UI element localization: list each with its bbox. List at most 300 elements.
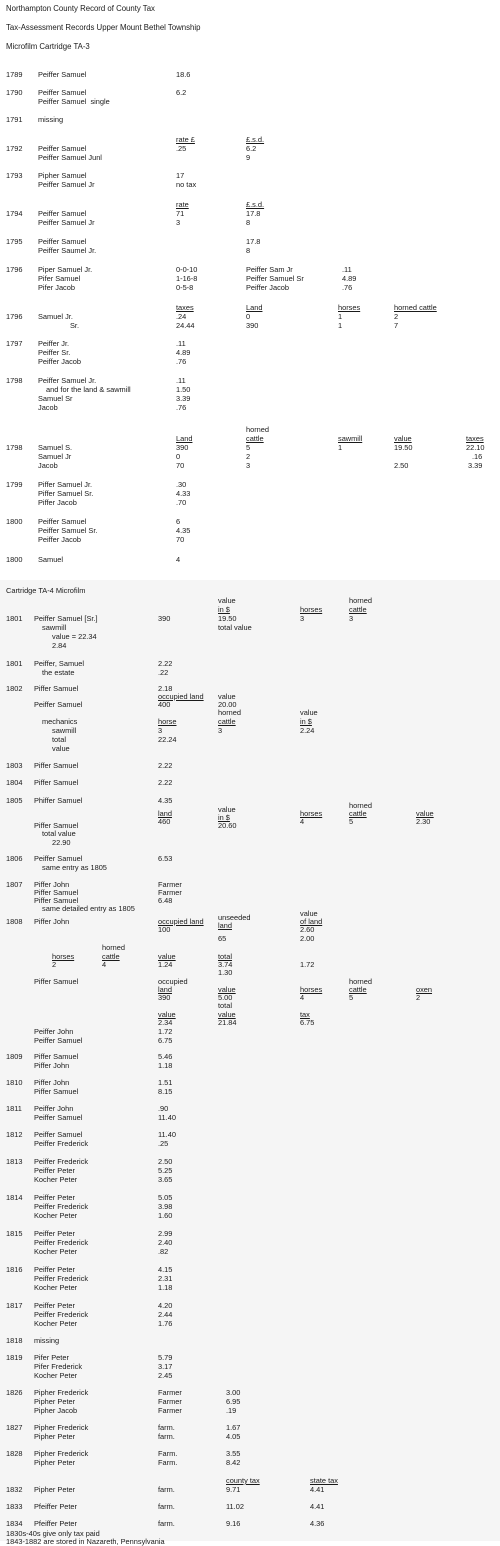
record-text: Kocher Peter [34, 1371, 78, 1380]
record-text: 3.17 [158, 1362, 173, 1371]
record-text: 3.39 [176, 394, 191, 403]
record-text: same entry as 1805 [42, 863, 107, 872]
record-text: Peiffer Peter [34, 1193, 75, 1202]
record-text: .11 [176, 376, 186, 385]
record-text: Peiffer Samuel [38, 517, 87, 526]
record-text: Peiffer Saumel Jr. [38, 246, 97, 255]
record-text: Peiffer Samuel [38, 70, 87, 79]
record-text: 4.20 [158, 1301, 173, 1310]
year-label: 1826 [6, 1388, 23, 1397]
year-label: 1795 [6, 237, 23, 246]
year-label: 1799 [6, 480, 23, 489]
record-text: 6.75 [300, 1018, 315, 1027]
record-text: rate £ [176, 135, 195, 144]
record-text: Farmer [158, 1397, 182, 1406]
record-text: 17 [176, 171, 185, 180]
record-text: .30 [176, 480, 187, 489]
year-label: 1789 [6, 70, 23, 79]
record-text: 390 [176, 443, 189, 452]
year-label: 1802 [6, 684, 23, 693]
record-text: taxes [176, 303, 194, 312]
record-text: 2.22 [158, 761, 173, 770]
year-label: 1808 [6, 917, 23, 926]
record-text: Peiffer Jacob [38, 535, 82, 544]
year-label: 1798 [6, 443, 23, 452]
record-text: horned [218, 708, 242, 717]
record-text: Pipher Peter [34, 1432, 76, 1441]
record-text: value [218, 805, 236, 814]
record-text: 22.24 [158, 735, 177, 744]
record-text: Samuel Jr. [38, 312, 73, 321]
record-text: Farm. [158, 1458, 178, 1467]
record-text: value [218, 596, 236, 605]
record-text: Jacob [38, 461, 58, 470]
record-text: 2.00 [300, 934, 315, 943]
record-text: Peiffer Jr. [38, 339, 70, 348]
record-text: 100 [158, 925, 171, 934]
year-label: 1805 [6, 796, 23, 805]
record-text: 3 [246, 461, 251, 470]
record-text: occupied [158, 977, 188, 986]
record-text: 22.10 [466, 443, 485, 452]
record-text: 11.40 [158, 1113, 176, 1122]
record-text: .25 [158, 1139, 169, 1148]
year-label: 1812 [6, 1130, 23, 1139]
record-text: Peiffer Samuel [38, 237, 87, 246]
year-label: 1833 [6, 1502, 23, 1511]
record-text: Peiffer Samuel [34, 1113, 83, 1122]
record-text: Piffer Samuel [34, 977, 79, 986]
record-text: 4.35 [158, 796, 173, 805]
record-text: Peiffer Frederick [34, 1238, 89, 1247]
record-text: 1-16-8 [176, 274, 198, 283]
record-text: horses [338, 303, 361, 312]
year-label: 1819 [6, 1353, 23, 1362]
record-text: 71 [176, 209, 185, 218]
year-label: 1801 [6, 614, 23, 623]
record-text: Samuel S. [38, 443, 73, 452]
record-text: oxen [416, 985, 433, 994]
record-text: Peiffer John [34, 1104, 74, 1113]
record-text: 4.89 [176, 348, 191, 357]
record-text: 4 [102, 960, 107, 969]
record-text: 390 [246, 321, 259, 330]
record-text: Piffer John [34, 880, 70, 889]
record-text: cattle [102, 952, 120, 961]
record-text: .16 [472, 452, 483, 461]
record-text: sawmill [52, 726, 77, 735]
record-text: Kocher Peter [34, 1211, 78, 1220]
year-label: 1803 [6, 761, 23, 770]
record-text: Peiffer Frederick [34, 1139, 89, 1148]
record-text: unseeded [218, 913, 251, 922]
record-text: Peiffer Samuel [38, 144, 87, 153]
record-text: 4.41 [310, 1502, 325, 1511]
year-label: 1807 [6, 880, 23, 889]
record-text: 3.65 [158, 1175, 173, 1184]
record-text: .76 [176, 403, 187, 412]
record-text: Kocher Peter [34, 1247, 78, 1256]
record-text: Peiffer Frederick [34, 1202, 89, 1211]
record-text: horned [349, 801, 373, 810]
record-text: 4.35 [176, 526, 191, 535]
record-text: Pifer Samuel [38, 274, 81, 283]
record-text: 70 [176, 535, 185, 544]
record-text: £.s.d. [246, 135, 265, 144]
record-text: 400 [158, 700, 171, 709]
record-text: Farm. [158, 1449, 178, 1458]
record-text: 5.46 [158, 1052, 173, 1061]
record-text: cattle [246, 434, 264, 443]
record-text: .76 [342, 283, 353, 292]
record-text: sawmill [42, 623, 67, 632]
record-text: 20.60 [218, 821, 237, 830]
record-text: Peiffer Samuel Junl [38, 153, 102, 162]
record-text: 1.50 [176, 385, 191, 394]
record-text: 2 [394, 312, 399, 321]
record-text: Peiffer Samuel Jr [38, 218, 95, 227]
record-text: Peiffer Frederick [34, 1157, 89, 1166]
footer-note: 1830s-40s give only tax paid [6, 1529, 100, 1538]
record-text: total value [42, 829, 76, 838]
record-text: Piffer Samuel [34, 821, 79, 830]
record-text: 17.8 [246, 237, 261, 246]
record-text: Phiffer Samuel [34, 796, 83, 805]
year-label: 1806 [6, 854, 23, 863]
year-label: 1804 [6, 778, 23, 787]
record-text: the estate [42, 668, 75, 677]
record-text: Piffer Samuel [34, 761, 79, 770]
record-text: 22.90 [52, 838, 71, 847]
record-text: 5 [246, 443, 251, 452]
record-text: 3.74 [218, 960, 233, 969]
record-text: 460 [158, 817, 171, 826]
record-text: 19.50 [218, 614, 237, 623]
year-label: 1816 [6, 1265, 23, 1274]
record-text: 8 [246, 218, 251, 227]
record-text: Peiffer Sam Jr [246, 265, 293, 274]
record-text: .22 [158, 668, 169, 677]
record-text: 3.98 [158, 1202, 173, 1211]
record-text: Peiffer Samuel [34, 1036, 83, 1045]
record-text: Peiffer Frederick [34, 1310, 89, 1319]
record-text: .19 [226, 1406, 237, 1415]
record-text: Peiffer John [34, 1027, 74, 1036]
record-text: value [52, 744, 70, 753]
record-text: horned [349, 596, 373, 605]
record-text: value = 22.34 [52, 632, 97, 641]
record-text: 4 [300, 817, 305, 826]
record-text: Pifer Jacob [38, 283, 75, 292]
record-text: Peiffer Samuel Jr. [38, 376, 97, 385]
record-text: Kocher Peter [34, 1319, 78, 1328]
record-text: 1 [338, 321, 343, 330]
record-text: 1.60 [158, 1211, 173, 1220]
record-text: horse [158, 717, 177, 726]
record-text: 4.36 [310, 1519, 325, 1528]
record-text: in $ [218, 813, 230, 822]
record-text: Piffer Samuel [34, 1052, 79, 1061]
record-text: horned cattle [394, 303, 437, 312]
record-text: 11.02 [226, 1502, 244, 1511]
record-text: horned [102, 943, 126, 952]
record-text: total [218, 952, 232, 961]
cartridge-label-2: Cartridge TA-4 Microfilm [6, 586, 86, 595]
record-text: farm. [158, 1519, 175, 1528]
record-text: Peiffer Samuel Sr [246, 274, 304, 283]
year-label: 1818 [6, 1336, 23, 1345]
cartridge-label: Microfilm Cartridge TA-3 [6, 42, 90, 51]
record-text: Peiffer Peter [34, 1265, 75, 1274]
record-text: .90 [158, 1104, 169, 1113]
record-text: £.s.d. [246, 200, 265, 209]
record-text: 65 [218, 934, 227, 943]
document-subtitle: Tax-Assessment Records Upper Mount Bethel Township [6, 23, 201, 32]
record-text: 9.71 [226, 1485, 241, 1494]
record-text: Pipher Frederick [34, 1388, 89, 1397]
record-text: 1.76 [158, 1319, 173, 1328]
record-text: horned [246, 425, 270, 434]
document-title: Northampton County Record of County Tax [6, 4, 155, 13]
record-text: value [394, 434, 412, 443]
record-text: 3 [300, 614, 305, 623]
record-text: missing [38, 115, 64, 124]
year-label: 1800 [6, 517, 23, 526]
record-text: land [218, 921, 232, 930]
record-text: Pipher Peter [34, 1485, 76, 1494]
record-text: Piffer Samuel [34, 1087, 79, 1096]
record-text: farm. [158, 1423, 175, 1432]
record-text: 24.44 [176, 321, 195, 330]
record-text: 3 [158, 726, 163, 735]
record-text: Samuel Jr [38, 452, 72, 461]
record-text: .25 [176, 144, 187, 153]
record-text: Farmer [158, 888, 182, 897]
record-text: 18.6 [176, 70, 191, 79]
record-text: 70 [176, 461, 185, 470]
record-text: in $ [218, 605, 230, 614]
year-label: 1796 [6, 312, 23, 321]
record-text: Sr. [70, 321, 80, 330]
record-text: 6.48 [158, 896, 173, 905]
record-text: 1.18 [158, 1061, 173, 1070]
record-text: cattle [349, 605, 367, 614]
year-label: 1814 [6, 1193, 23, 1202]
record-text: 6.53 [158, 854, 173, 863]
record-text: 1 [338, 443, 343, 452]
record-text: Piffer John [34, 917, 70, 926]
record-text: 2.31 [158, 1274, 173, 1283]
record-text: 5 [349, 817, 354, 826]
record-text: 0 [246, 312, 251, 321]
year-label: 1798 [6, 376, 23, 385]
record-text: Piffer Samuel Jr. [38, 480, 93, 489]
record-text: sawmill [338, 434, 363, 443]
record-text: 8.15 [158, 1087, 173, 1096]
record-text: .24 [176, 312, 187, 321]
record-text: value [158, 952, 176, 961]
record-text: 17.8 [246, 209, 261, 218]
record-text: 2.34 [158, 1018, 173, 1027]
record-text: Pifer Peter [34, 1353, 69, 1362]
record-text: Land [246, 303, 263, 312]
record-text: total value [218, 623, 252, 632]
record-text: value [218, 1010, 236, 1019]
record-text: 3.55 [226, 1449, 241, 1458]
record-text: Peiffer Peter [34, 1229, 75, 1238]
record-text: 1.72 [300, 960, 315, 969]
record-text: 9.16 [226, 1519, 241, 1528]
record-text: Piffer John [34, 1061, 70, 1070]
record-text: Pfeiffer Peter [34, 1519, 77, 1528]
record-text: 2.24 [300, 726, 315, 735]
record-text: Pipher Peter [34, 1397, 76, 1406]
record-text: value [218, 692, 236, 701]
record-text: Peiffer Samuel [Sr.] [34, 614, 98, 623]
record-text: Peiffer Peter [34, 1301, 75, 1310]
record-text: state tax [310, 1476, 338, 1485]
year-label: 1834 [6, 1519, 23, 1528]
record-text: Piffer Samuel [34, 778, 79, 787]
record-text: 4.05 [226, 1432, 241, 1441]
record-text: Samuel [38, 555, 64, 564]
year-label: 1813 [6, 1157, 23, 1166]
record-text: 3.00 [226, 1388, 241, 1397]
record-text: 1.18 [158, 1283, 173, 1292]
record-text: 4 [300, 993, 305, 1002]
record-text: Kocher Peter [34, 1175, 78, 1184]
record-text: Land [176, 434, 193, 443]
year-label: 1809 [6, 1052, 23, 1061]
year-label: 1811 [6, 1104, 22, 1113]
record-text: Piffer Samuel [34, 684, 79, 693]
record-text: Pipher Jacob [34, 1406, 78, 1415]
year-label: 1793 [6, 171, 23, 180]
record-text: 4.15 [158, 1265, 173, 1274]
record-text: 8.42 [226, 1458, 241, 1467]
record-text: 6.95 [226, 1397, 241, 1406]
record-text: tax [300, 1010, 310, 1019]
record-text: Pipher Frederick [34, 1423, 89, 1432]
record-text: 1.51 [158, 1078, 173, 1087]
year-label: 1827 [6, 1423, 23, 1432]
record-text: 2 [416, 993, 421, 1002]
record-text: 4.89 [342, 274, 357, 283]
record-text: 6.2 [176, 88, 187, 97]
record-text: 2.30 [416, 817, 431, 826]
year-label: 1792 [6, 144, 23, 153]
record-text: Piffer Samuel [34, 888, 79, 897]
record-text: 3 [176, 218, 181, 227]
footer-note-storage: 1843-1882 are stored in Nazareth, Pennsylvania [6, 1537, 165, 1546]
record-text: missing [34, 1336, 60, 1345]
record-text: 2.22 [158, 778, 173, 787]
record-text: Farmer [158, 880, 182, 889]
record-text: Peiffer Sr. [38, 348, 71, 357]
year-label: 1817 [6, 1301, 23, 1310]
record-text: Piffer John [34, 1078, 70, 1087]
record-text: total [52, 735, 66, 744]
record-text: horned [349, 977, 373, 986]
record-text: 7 [394, 321, 399, 330]
record-text: horses [300, 605, 323, 614]
record-text: 6 [176, 517, 181, 526]
record-text: total [218, 1001, 232, 1010]
year-label: 1794 [6, 209, 23, 218]
year-label: 1828 [6, 1449, 23, 1458]
record-text: value [300, 708, 318, 717]
record-text: Peiffer Samuel Sr. [38, 526, 98, 535]
year-label: 1815 [6, 1229, 23, 1238]
record-text: Peiffer Samuel single [38, 97, 110, 106]
record-text: 2.50 [394, 461, 409, 470]
record-text: Peiffer Samuel [34, 1130, 83, 1139]
record-text: cattle [349, 809, 367, 818]
record-text: Peiffer Samuel [34, 854, 83, 863]
record-text: .82 [158, 1247, 169, 1256]
record-text: land [158, 985, 172, 994]
record-text: mechanics [42, 717, 78, 726]
record-text: Piffer Samuel [34, 896, 79, 905]
record-text: and for the land & sawmill [46, 385, 131, 394]
record-text: Pifer Frederick [34, 1362, 83, 1371]
record-text: 19.50 [394, 443, 413, 452]
record-text: Peiffer, Samuel [34, 659, 84, 668]
record-text: Samuel Sr [38, 394, 73, 403]
record-text: horses [300, 985, 323, 994]
record-text: 0 [176, 452, 181, 461]
record-text: Peiffer Frederick [34, 1274, 89, 1283]
record-text: Farmer [158, 1388, 182, 1397]
record-text: 11.40 [158, 1130, 176, 1139]
record-text: horses [52, 952, 75, 961]
record-text: rate [176, 200, 189, 209]
record-text: 20.00 [218, 700, 237, 709]
record-text: 2 [246, 452, 251, 461]
record-text: 2 [52, 960, 57, 969]
record-text: Pipher Peter [34, 1458, 76, 1467]
record-text: 0-0-10 [176, 265, 198, 274]
record-text: 6.75 [158, 1036, 173, 1045]
record-text: 1.72 [158, 1027, 173, 1036]
record-text: Peiffer Samuel [38, 209, 87, 218]
record-text: Piffer Jacob [38, 498, 77, 507]
record-text: 1.30 [218, 968, 233, 977]
record-text: Peiffer Samuel [34, 700, 83, 709]
record-text: 5.00 [218, 993, 233, 1002]
record-text: Farmer [158, 1406, 182, 1415]
record-text: 21.84 [218, 1018, 237, 1027]
year-label: 1796 [6, 265, 23, 274]
record-text: value [416, 809, 434, 818]
record-text: 0-5-8 [176, 283, 194, 292]
record-text: farm. [158, 1485, 175, 1494]
record-text: 1 [338, 312, 343, 321]
record-text: value [158, 1010, 176, 1019]
record-text: .11 [176, 339, 186, 348]
record-text: Jacob [38, 403, 58, 412]
record-text: Pipher Frederick [34, 1449, 89, 1458]
year-label: 1801 [6, 659, 23, 668]
record-text: Piper Samuel Jr. [38, 265, 93, 274]
year-label: 1797 [6, 339, 23, 348]
record-text: 5.79 [158, 1353, 173, 1362]
record-text: farm. [158, 1432, 175, 1441]
year-label: 1791 [6, 115, 23, 124]
record-text: Peiffer Peter [34, 1166, 75, 1175]
record-text: 1.67 [226, 1423, 241, 1432]
record-text: 5 [349, 993, 354, 1002]
